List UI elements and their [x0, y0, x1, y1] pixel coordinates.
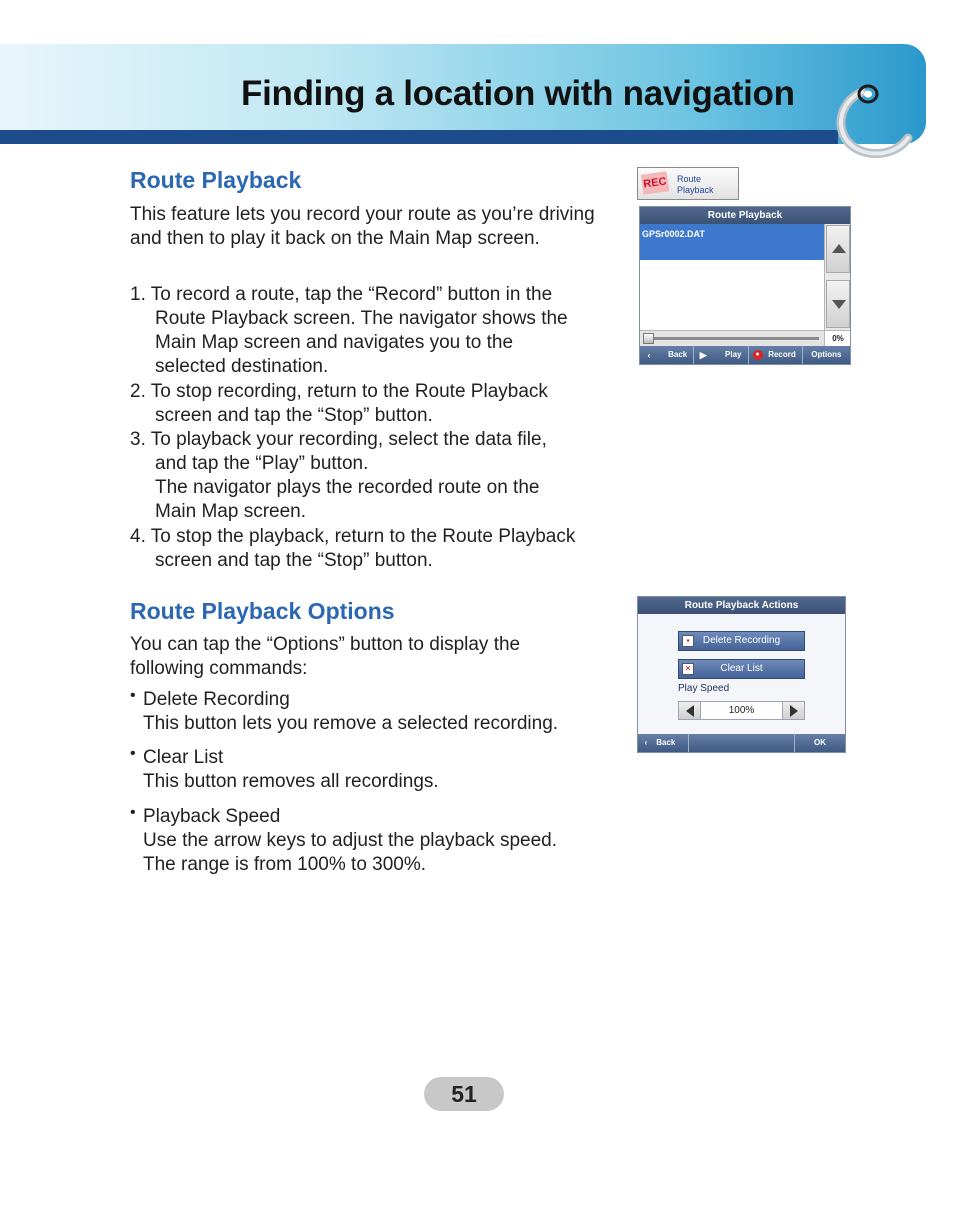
ok-button[interactable] — [794, 734, 845, 752]
options-label: Options — [811, 350, 842, 359]
route-playback-actions-screen — [637, 596, 846, 753]
step-4 — [130, 525, 635, 573]
play-speed-label: Play Speed — [678, 683, 730, 694]
bullet-dot: • — [130, 804, 136, 821]
progress-row — [640, 330, 850, 346]
step-text: selected destination. — [155, 356, 329, 377]
bullet-clear-list — [130, 746, 610, 794]
back-label: Back — [656, 738, 676, 747]
progress-slider-handle[interactable] — [643, 333, 654, 344]
bullet-desc: This button lets you remove a selected recording. — [143, 713, 559, 734]
section-title-route-playback: Route Playback — [130, 167, 302, 193]
page-number: 51 — [424, 1077, 504, 1111]
record-button[interactable] — [749, 346, 803, 364]
menu-label-line: Playback — [677, 185, 714, 195]
recording-list[interactable] — [640, 224, 824, 330]
bottom-toolbar — [638, 734, 845, 752]
back-arrow-icon: ‹ — [644, 738, 648, 747]
bullet-desc: This button removes all recordings. — [143, 771, 439, 792]
step-text: The navigator plays the recorded route on the — [155, 477, 540, 498]
bullet-desc: The range is from 100% to 300%. — [143, 854, 427, 875]
play-icon: ▶ — [699, 350, 707, 360]
back-button[interactable] — [638, 734, 689, 752]
scroll-up-button[interactable] — [826, 225, 850, 273]
route-playback-screen — [639, 206, 851, 365]
bullet-title: Clear List — [143, 747, 224, 768]
step-2 — [130, 380, 635, 428]
step-text: screen and tap the “Stop” button. — [155, 405, 433, 426]
page-title: Finding a location with navigation — [241, 74, 795, 113]
speed-increase-button[interactable] — [782, 702, 804, 719]
play-label: Play — [725, 350, 742, 359]
back-label: Back — [668, 350, 688, 359]
ok-label: OK — [814, 738, 826, 747]
play-button[interactable] — [694, 346, 748, 364]
section-title-route-playback-options: Route Playback Options — [130, 598, 395, 624]
back-button[interactable] — [640, 346, 694, 364]
screen-title: Route Playback Actions — [638, 597, 845, 614]
binder-ring-icon — [832, 80, 914, 162]
scrollbar — [824, 224, 851, 330]
route-playback-menu-label — [677, 174, 714, 196]
arrow-right-icon — [790, 705, 798, 717]
scroll-down-button[interactable] — [826, 280, 850, 328]
rec-icon: REC — [641, 171, 670, 194]
list-item-selected[interactable] — [640, 224, 824, 260]
step-text: To stop the playback, return to the Route Playback — [150, 526, 576, 547]
bullet-title: Playback Speed — [143, 806, 281, 827]
play-speed-value: 100% — [728, 705, 755, 716]
header-stripe — [0, 130, 838, 144]
recording-filename: GPSr0002.DAT — [642, 229, 705, 239]
step-text: To record a route, tap the “Record” button in the — [150, 284, 553, 305]
bullet-dot: • — [130, 687, 136, 704]
delete-recording-label: Delete Recording — [702, 635, 781, 646]
route-playback-menu-button[interactable] — [637, 167, 739, 200]
screen-title: Route Playback — [640, 207, 850, 224]
step-1 — [130, 283, 635, 379]
arrow-up-icon — [832, 244, 846, 253]
route-playback-intro: This feature lets you record your route as you’re driving and then to play it back on the Main Map screen. — [130, 204, 595, 249]
back-arrow-icon: ‹ — [647, 350, 651, 360]
options-button[interactable] — [803, 346, 850, 364]
delete-recording-button[interactable] — [678, 631, 805, 651]
step-text: To stop recording, return to the Route Playback — [150, 381, 548, 402]
step-text: and tap the “Play” button. — [155, 453, 369, 474]
bottom-toolbar — [640, 346, 850, 364]
speed-decrease-button[interactable] — [679, 702, 701, 719]
step-number: 4. — [130, 526, 146, 547]
record-icon: ● — [753, 350, 763, 360]
step-number: 2. — [130, 381, 146, 402]
step-text: Main Map screen. — [155, 501, 307, 522]
step-text: Main Map screen and navigates you to the — [155, 332, 514, 353]
step-text: Route Playback screen. The navigator shows the — [155, 308, 568, 329]
bullet-dot: • — [130, 745, 136, 762]
progress-percent: 0% — [824, 331, 851, 346]
arrow-left-icon — [686, 705, 694, 717]
clear-list-icon: ✕ — [682, 663, 694, 675]
menu-label-line: Route — [677, 174, 702, 184]
step-text: To playback your recording, select the data file, — [150, 429, 547, 450]
bullet-desc: Use the arrow keys to adjust the playback speed. — [143, 830, 558, 851]
options-intro: You can tap the “Options” button to display the following commands: — [130, 634, 521, 679]
step-number: 3. — [130, 429, 146, 450]
clear-list-label: Clear List — [720, 663, 763, 674]
step-text: screen and tap the “Stop” button. — [155, 550, 433, 571]
step-number: 1. — [130, 284, 146, 305]
bullet-delete-recording — [130, 688, 610, 736]
arrow-down-icon — [832, 300, 846, 309]
record-label: Record — [768, 350, 796, 359]
play-speed-stepper[interactable] — [678, 701, 805, 720]
clear-list-button[interactable] — [678, 659, 805, 679]
step-3 — [130, 428, 635, 524]
delete-icon: ▪ — [682, 635, 694, 647]
bullet-playback-speed — [130, 805, 610, 877]
bullet-title: Delete Recording — [143, 689, 290, 710]
progress-track — [643, 337, 819, 340]
